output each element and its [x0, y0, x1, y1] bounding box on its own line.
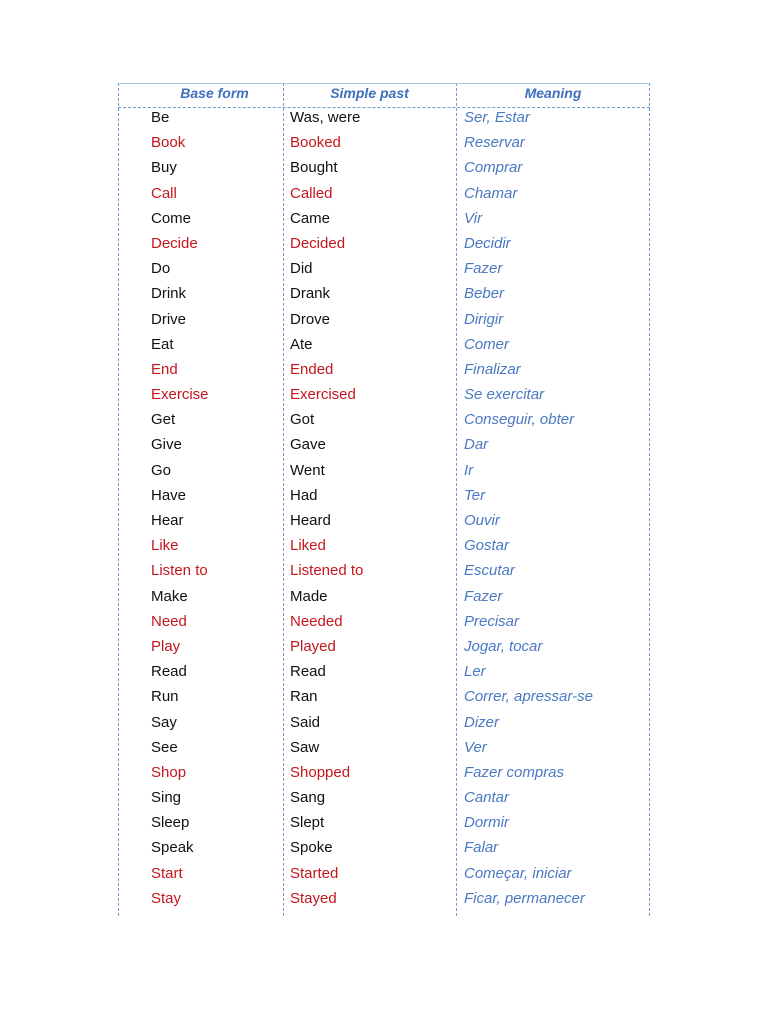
simple-past-cell: Read	[290, 663, 326, 681]
meaning-cell: Jogar, tocar	[464, 637, 543, 655]
table-row	[118, 713, 650, 738]
table-row	[118, 259, 650, 284]
base-form-cell: Get	[151, 411, 176, 429]
meaning-cell: Comprar	[464, 159, 523, 177]
table-row	[118, 435, 650, 460]
meaning-cell: Ouvir	[464, 512, 500, 529]
base-form-cell: Have	[151, 486, 187, 504]
simple-past-cell: Slept	[290, 814, 325, 832]
base-form-cell: Make	[151, 587, 188, 605]
simple-past-cell: Drove	[290, 310, 331, 328]
base-form-cell: Speak	[151, 839, 194, 857]
simple-past-cell: Decided	[290, 234, 346, 252]
simple-past-cell: Started	[290, 864, 339, 882]
table-header-row	[118, 83, 650, 108]
base-form-cell: Come	[151, 209, 192, 227]
simple-past-cell: Got	[290, 411, 315, 429]
meaning-cell: Fazer	[464, 587, 503, 605]
base-form-cell: Drink	[151, 285, 187, 303]
base-form-cell: Call	[151, 184, 177, 202]
meaning-cell: Falar	[464, 839, 499, 857]
meaning-cell: Se exercitar	[464, 386, 545, 404]
base-form-cell: Decide	[151, 234, 198, 252]
table-row	[118, 637, 650, 662]
meaning-cell: Ficar, permanecer	[464, 889, 585, 907]
base-form-cell: Buy	[151, 159, 177, 177]
table-row	[118, 335, 650, 360]
meaning-cell: Beber	[464, 285, 505, 303]
meaning-cell: Dar	[464, 436, 489, 454]
meaning-cell: Comer	[464, 335, 510, 353]
simple-past-cell: Was, were	[290, 109, 361, 126]
meaning-cell: Vir	[464, 209, 483, 227]
simple-past-cell: Called	[290, 184, 333, 202]
base-form-cell: Give	[151, 436, 182, 454]
base-form-cell: End	[151, 360, 178, 378]
table-row	[118, 310, 650, 335]
simple-past-cell: Heard	[290, 512, 331, 529]
base-form-cell: Be	[151, 109, 170, 126]
base-form-cell: Book	[151, 134, 186, 152]
table-row	[118, 158, 650, 183]
table-row	[118, 108, 650, 133]
table-row	[118, 184, 650, 209]
simple-past-cell: Bought	[290, 159, 338, 177]
base-form-cell: Shop	[151, 763, 187, 781]
base-form-cell: Play	[151, 637, 181, 655]
table-row	[118, 536, 650, 561]
meaning-cell: Cantar	[464, 789, 510, 807]
table-row	[118, 889, 650, 914]
table-row	[118, 612, 650, 637]
meaning-cell: Fazer compras	[464, 763, 565, 781]
simple-past-cell: Listened to	[290, 562, 364, 580]
simple-past-cell: Liked	[290, 537, 326, 555]
meaning-cell: Ser, Estar	[464, 109, 530, 126]
base-form-cell: Listen to	[151, 562, 208, 580]
simple-past-cell: Sang	[290, 789, 326, 807]
meaning-cell: Escutar	[464, 562, 515, 580]
simple-past-cell: Saw	[290, 738, 320, 756]
base-form-cell: See	[151, 738, 178, 756]
meaning-cell: Fazer	[464, 260, 503, 278]
table-row	[118, 662, 650, 687]
simple-past-cell: Played	[290, 637, 336, 655]
simple-past-cell: Ate	[290, 335, 313, 353]
meaning-cell: Finalizar	[464, 360, 521, 378]
table-body	[118, 108, 650, 914]
table-row	[118, 813, 650, 838]
base-form-cell: Sleep	[151, 814, 190, 832]
simple-past-cell: Went	[290, 461, 325, 479]
table-row	[118, 763, 650, 788]
simple-past-cell: Booked	[290, 134, 341, 152]
base-form-cell: Need	[151, 612, 187, 630]
base-form-cell: Say	[151, 713, 177, 731]
simple-past-cell: Gave	[290, 436, 326, 454]
table-row	[118, 360, 650, 385]
meaning-cell: Gostar	[464, 537, 510, 555]
table-row	[118, 209, 650, 234]
table-row	[118, 284, 650, 309]
table-row	[118, 133, 650, 158]
simple-past-cell: Ended	[290, 360, 334, 378]
simple-past-cell: Shopped	[290, 763, 351, 781]
base-form-cell: Eat	[151, 335, 174, 353]
simple-past-cell: Said	[290, 713, 321, 731]
header-meaning: Meaning	[524, 85, 582, 101]
table-row	[118, 461, 650, 486]
table-row	[118, 385, 650, 410]
base-form-cell: Run	[151, 688, 179, 706]
meaning-cell: Chamar	[464, 184, 518, 202]
meaning-cell: Dizer	[464, 713, 500, 731]
base-form-cell: Go	[151, 461, 172, 479]
meaning-cell: Ver	[464, 738, 487, 756]
base-form-cell: Stay	[151, 889, 182, 907]
meaning-cell: Reservar	[464, 134, 525, 152]
base-form-cell: Read	[151, 663, 187, 681]
base-form-cell: Exercise	[151, 386, 209, 404]
table-row	[118, 587, 650, 612]
simple-past-cell: Made	[290, 587, 328, 605]
meaning-cell: Ter	[464, 486, 486, 504]
base-form-cell: Hear	[151, 512, 184, 529]
simple-past-cell: Drank	[290, 285, 331, 303]
simple-past-cell: Came	[290, 209, 331, 227]
simple-past-cell: Did	[290, 260, 313, 278]
meaning-cell: Precisar	[464, 612, 520, 630]
meaning-cell: Decidir	[464, 234, 511, 252]
simple-past-cell: Needed	[290, 612, 343, 630]
header-simple-past: Simple past	[330, 85, 409, 101]
meaning-cell: Conseguir, obter	[464, 411, 575, 429]
table-row	[118, 738, 650, 763]
simple-past-cell: Stayed	[290, 889, 337, 907]
table-row	[118, 511, 650, 536]
table-row	[118, 788, 650, 813]
meaning-cell: Dirigir	[464, 310, 504, 328]
table-row	[118, 864, 650, 889]
simple-past-cell: Had	[290, 486, 318, 504]
meaning-cell: Correr, apressar-se	[464, 688, 593, 706]
table-row	[118, 838, 650, 863]
table-row	[118, 410, 650, 435]
header-base-form: Base form	[180, 85, 249, 101]
base-form-cell: Start	[151, 864, 183, 882]
table-row	[118, 561, 650, 586]
base-form-cell: Drive	[151, 310, 187, 328]
meaning-cell: Ler	[464, 663, 486, 681]
base-form-cell: Do	[151, 260, 171, 278]
simple-past-cell: Exercised	[290, 386, 356, 404]
meaning-cell: Começar, iniciar	[464, 864, 572, 882]
table-row	[118, 687, 650, 712]
base-form-cell: Sing	[151, 789, 182, 807]
simple-past-cell: Ran	[290, 688, 318, 706]
table-row	[118, 234, 650, 259]
simple-past-cell: Spoke	[290, 839, 333, 857]
meaning-cell: Dormir	[464, 814, 509, 832]
base-form-cell: Like	[151, 537, 179, 555]
meaning-cell: Ir	[464, 461, 474, 479]
table-row	[118, 486, 650, 511]
